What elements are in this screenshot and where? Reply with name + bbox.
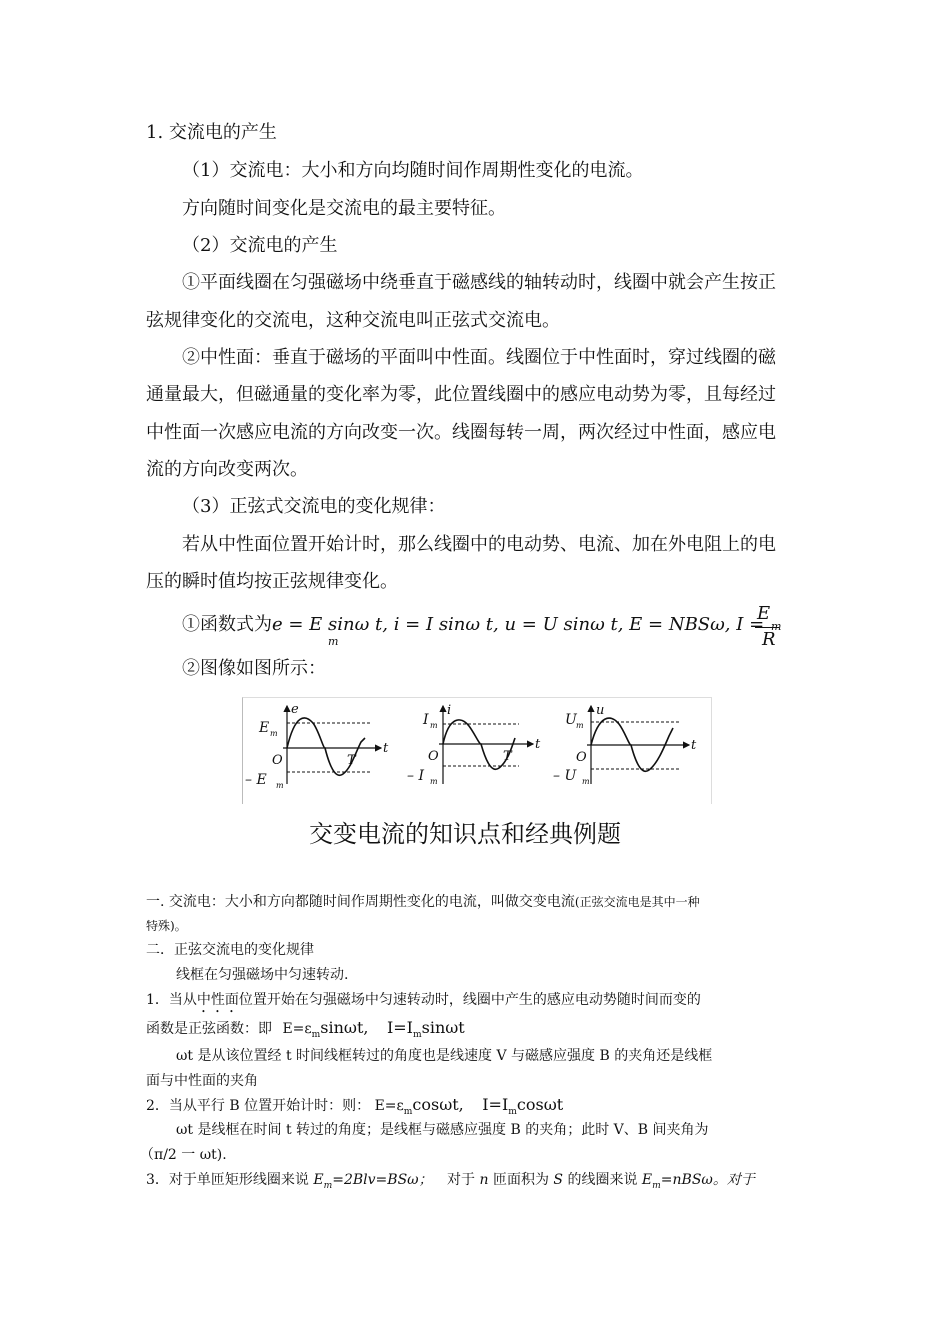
formula-part: cosωt <box>516 1095 564 1114</box>
formula-part: =nBSω。对于 <box>660 1172 755 1188</box>
paragraph-line <box>146 1170 755 1196</box>
paragraph-line: 特殊)。 <box>146 919 187 933</box>
text-span: 位置开始在匀强磁场中匀速转动时，线圈中产生的感应电动势随时间而变的 <box>238 992 701 1008</box>
paragraph-line <box>146 1018 465 1045</box>
max-label-sub: m <box>576 721 584 730</box>
paragraph-line: 面与中性面的夹角 <box>146 1073 258 1089</box>
paragraph-line: 流的方向改变两次。 <box>146 459 308 480</box>
formula-part: E <box>641 1172 653 1188</box>
formula-sub: m <box>403 1107 413 1117</box>
graph-voltage <box>553 703 697 786</box>
axis-label: e <box>291 702 299 717</box>
origin-label: O <box>272 753 283 768</box>
paragraph-line: 方向随时间变化是交流电的最主要特征。 <box>182 198 506 219</box>
paragraph-line: 线框在匀强磁场中匀速转动. <box>176 967 349 983</box>
formula-part: E <box>313 1172 324 1188</box>
formula-part: S <box>553 1172 564 1188</box>
t-label: t <box>691 738 697 753</box>
formula-sub: m <box>311 1030 321 1040</box>
section-heading: 1. 交流电的产生 <box>146 122 277 143</box>
formula-body: e = E sinω t, i = I sinω t, u = U sinω t, E = NBSω, I = <box>272 614 765 635</box>
paragraph-line <box>146 1095 563 1122</box>
graph-emf <box>245 702 389 790</box>
neg-label-sub: m <box>582 777 590 786</box>
period-label: T <box>503 749 512 764</box>
formula-emf <box>282 1018 369 1040</box>
formula-fraction-subscript: m <box>771 620 782 633</box>
t-label: t <box>535 737 541 752</box>
paragraph-line: ②图像如图所示： <box>182 658 326 679</box>
text-span-small: (正弦交流电是其中一种 <box>574 895 700 909</box>
paragraph-line: （2）交流电的产生 <box>182 235 338 256</box>
formula-subscript: m <box>328 635 339 648</box>
text-span: 的线圈来说 <box>567 1172 638 1188</box>
paragraph-line: ②中性面：垂直于磁场的平面叫中性面。线圈位于中性面时，穿过线圈的磁 <box>182 347 776 368</box>
formula-part: I=I <box>482 1095 509 1114</box>
formula-sub: m <box>412 1030 422 1040</box>
formula-part: sinωt, <box>320 1018 369 1037</box>
period-label: T <box>347 753 356 768</box>
max-label: E <box>259 720 270 736</box>
text-span: 函数是正弦函数：即 <box>146 1021 272 1037</box>
text-span: 1．当从 <box>146 992 197 1008</box>
text-span: 2．当从平行 B 位置开始计时：则： <box>146 1098 371 1114</box>
formula-prefix: ①函数式为 <box>182 614 272 635</box>
paragraph-line: ①平面线圈在匀强磁场中绕垂直于磁感线的轴转动时，线圈中就会产生按正 <box>182 272 776 293</box>
formula-sub: m <box>508 1107 517 1117</box>
t-label: t <box>383 741 389 756</box>
max-label: I <box>423 712 429 728</box>
document-title: 交变电流的知识点和经典例题 <box>309 820 621 848</box>
max-label-sub: m <box>430 721 438 730</box>
paragraph-line: ωt 是线框在时间 t 转过的角度；是线框与磁感应强度 B 的夹角；此时 V、B 间夹角为 <box>176 1122 709 1138</box>
axis-label: i <box>447 703 452 718</box>
paragraph-line: 若从中性面位置开始计时，那么线圈中的电动势、电流、加在外电阻上的电 <box>182 534 776 555</box>
paragraph-line <box>146 892 700 912</box>
formula-fraction-denominator: R <box>762 629 776 650</box>
origin-label: O <box>428 749 439 764</box>
paragraph-line: （1）交流电：大小和方向均随时间作周期性变化的电流。 <box>182 160 644 181</box>
formula-part: =2Blv=BSω； <box>332 1172 433 1188</box>
neg-label-sub: m <box>276 781 284 790</box>
emphasis-text: 中性面 <box>196 992 239 1008</box>
formula-sub: m <box>652 1181 661 1191</box>
formula-part: I=I <box>386 1018 413 1037</box>
formula-part: cosωt, <box>412 1095 464 1114</box>
paragraph-line <box>146 990 701 1016</box>
neg-label-sub: m <box>430 777 438 786</box>
neg-label: – E <box>245 772 267 788</box>
formula-part: E=ε <box>374 1098 404 1114</box>
paragraph-line: 弦规律变化的交流电，这种交流电叫正弦式交流电。 <box>146 310 560 331</box>
paragraph-line: （3）正弦式交流电的变化规律： <box>182 496 446 517</box>
formula-emf <box>374 1095 464 1117</box>
text-span: 一. 交流电：大小和方向都随时间作周期性变化的电流，叫做交变电流 <box>146 894 575 910</box>
max-label-sub: m <box>270 729 278 738</box>
neg-label: – U <box>553 768 577 784</box>
text-span: 匝面积为 <box>492 1172 549 1188</box>
paragraph-line: 压的瞬时值均按正弦规律变化。 <box>146 571 398 592</box>
waveform-svg <box>243 698 711 804</box>
max-label: U <box>565 712 577 728</box>
formula-part: n <box>479 1172 489 1188</box>
subsection-heading: 二．正弦交流电的变化规律 <box>146 942 314 958</box>
formula-part: E=ε <box>282 1021 312 1037</box>
waveform-figure <box>242 697 712 804</box>
origin-label: O <box>576 750 587 765</box>
text-span: 3．对于单匝矩形线圈来说 <box>146 1172 309 1188</box>
formula-fraction-numerator: E <box>757 603 771 624</box>
text-span: 对于 <box>447 1172 476 1188</box>
paragraph-line: ωt 是从该位置经 t 时间线框转过的角度也是线速度 V 与磁感应强度 B 的夹角还是线框 <box>176 1048 713 1064</box>
paragraph-line: 中性面一次感应电流的方向改变一次。线圈每转一周，两次经过中性面，感应电 <box>146 422 776 443</box>
axis-label: u <box>596 703 605 718</box>
paragraph-line: 通量最大，但磁通量的变化率为零，此位置线圈中的感应电动势为零，且每经过 <box>146 384 776 405</box>
paragraph-line: （π/2 一 ωt). <box>140 1147 227 1163</box>
graph-current <box>407 703 541 786</box>
neg-label: – I <box>407 768 424 784</box>
formula-current <box>482 1095 564 1117</box>
formula-line <box>182 613 764 637</box>
formula-sub: m <box>323 1181 333 1191</box>
formula-current <box>386 1018 465 1040</box>
formula-part: sinωt <box>421 1018 465 1037</box>
